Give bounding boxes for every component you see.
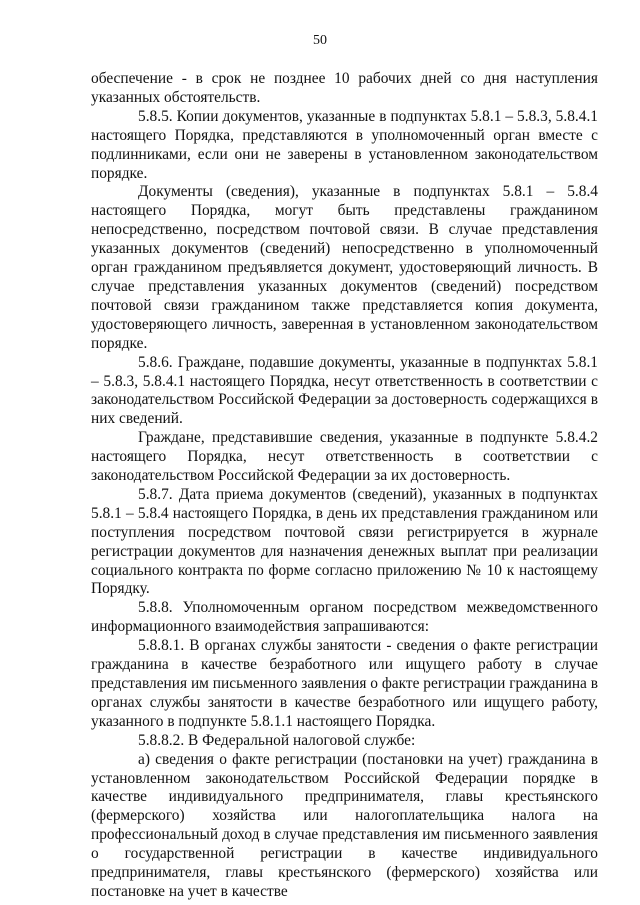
document-body bbox=[91, 70, 598, 902]
page-number: 50 bbox=[313, 33, 327, 48]
paragraph-5-8-8-2: 5.8.8.2. В Федеральной налоговой службе: bbox=[138, 731, 416, 749]
paragraph-5-8-7: 5.8.7. Дата приема документов (сведений), указанных в подпунктах 5.8.1 – 5.8.4 настоящего Порядка, в день их представления гражданином или поступления посредством почтовой связи регистрируется в журнале регистрации документов для назначения денежных выплат при реализации социального контракта по форме согласно приложению № 10 к настоящему Порядку. bbox=[91, 485, 598, 598]
paragraph-5-8-6: 5.8.6. Граждане, подавшие документы, указанные в подпунктах 5.8.1 – 5.8.3, 5.8.4.1 настоящего Порядка, несут ответственность в соответствии с законодательством Российской Федерации за достоверность содержащихся в них сведений. bbox=[91, 353, 598, 428]
paragraph-item-a: а) сведения о факте регистрации (постановки на учет) гражданина в установленном законодательством Российской Федерации порядке в качестве индивидуального предпринимателя, главы крестьянского (фермерского) хозяйства или налогоплательщика налога на профессиональный доход в случае представления им письменного заявления о государственной регистрации в качестве индивидуального предпринимателя, главы крестьянского (фермерского) хозяйства или постановке на учет в качестве bbox=[91, 750, 598, 900]
paragraph-documents-submission: Документы (сведения), указанные в подпунктах 5.8.1 – 5.8.4 настоящего Порядка, могут быть представлены гражданином непосредственно, посредством почтовой связи. В случае представления указанных документов (сведений) непосредственно в уполномоченный орган гражданином предъявляется документ, удостоверяющий личность. В случае представления указанных документов (сведений) посредством почтовой связи гражданином также представляется копия документа, удостоверяющего личность, заверенная в установленном законодательством порядке. bbox=[91, 183, 598, 352]
paragraph-responsibility: Граждане, представившие сведения, указанные в подпункте 5.8.4.2 настоящего Порядка, несут ответственность в соответствии с законодательством Российской Федерации за их достоверность. bbox=[91, 429, 598, 485]
paragraph-continuation: обеспечение - в срок не позднее 10 рабочих дней со дня наступления указанных обстоятельств. bbox=[91, 70, 598, 106]
paragraph-5-8-5: 5.8.5. Копии документов, указанные в подпунктах 5.8.1 – 5.8.3, 5.8.4.1 настоящего Порядка, представляются в уполномоченный орган вместе с подлинниками, если они не заверены в установленном законодательством порядке. bbox=[91, 107, 598, 182]
paragraph-5-8-8: 5.8.8. Уполномоченным органом посредством межведомственного информационного взаимодействия запрашиваются: bbox=[91, 599, 598, 636]
paragraph-5-8-8-1: 5.8.8.1. В органах службы занятости - сведения о факте регистрации гражданина в качестве безработного или ищущего работу в случае представления им письменного заявления о факте регистрации гражданина в органах службы занятости в качестве безработного или ищущего работу, указанного в подпункте 5.8.1.1 настоящего Порядка. bbox=[91, 637, 598, 730]
